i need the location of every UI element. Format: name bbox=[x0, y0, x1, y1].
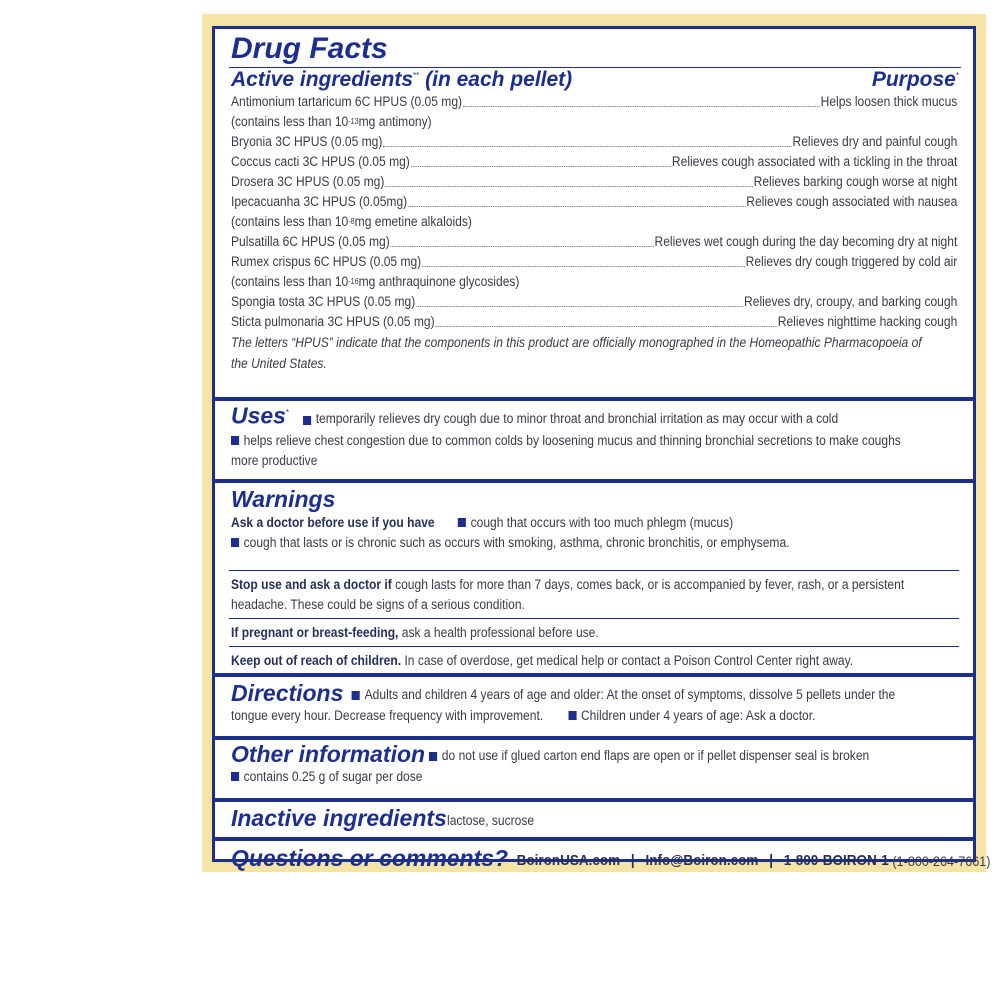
questions-heading: Questions or comments? bbox=[231, 845, 509, 871]
uses-item: helps relieve chest congestion due to common colds by loosening mucus and thinning bronchial secretions to make coughs bbox=[243, 433, 901, 448]
ingredient-purpose: Relieves cough associated with a tickling in the throat bbox=[671, 154, 958, 169]
inactive-heading: Inactive ingredients bbox=[231, 805, 447, 831]
bullet-icon bbox=[458, 518, 466, 527]
other-info-section: Other information do not use if glued carton end flaps are open or if pellet dispenser seal is broken contains 0.25 g of sugar per dose bbox=[231, 741, 870, 784]
divider bbox=[229, 618, 959, 619]
bullet-icon bbox=[568, 711, 576, 720]
ingredient-name: Spongia tosta 3C HPUS (0.05 mg) bbox=[231, 294, 416, 309]
ingredient-row bbox=[231, 92, 957, 112]
hpus-footnote: The letters “HPUS” indicate that the components in this product are officially monographed in the Homeopathic Pharmacopoeia of the United States. bbox=[231, 335, 922, 371]
dot-leader bbox=[436, 326, 777, 327]
ingredient-note: (contains less than 10 -16 mg anthraquinone glycosides) bbox=[231, 274, 520, 289]
stop-use-block: Stop use and ask a doctor if cough lasts for more than 7 days, comes back, or is accompanied by fever, rash, or a persistent headache. These could be signs of a serious condition. bbox=[231, 577, 905, 612]
divider bbox=[229, 570, 959, 571]
ingredient-name: Coccus cacti 3C HPUS (0.05 mg) bbox=[231, 154, 410, 169]
active-header: Active ingredients** (in each pellet) Purpose* bbox=[231, 68, 959, 91]
questions-section: Questions or comments? BoironUSA.com | Info@Boiron.com | 1-800-BOIRON-1 (1-800-264-7661) bbox=[231, 845, 991, 871]
active-ingredients-section bbox=[215, 31, 973, 374]
dot-leader bbox=[391, 246, 654, 247]
bullet-icon bbox=[231, 436, 239, 445]
ingredient-row bbox=[231, 232, 957, 252]
ingredient-purpose: Relieves dry, croupy, and barking cough bbox=[744, 294, 958, 309]
ingredient-note: (contains less than 10 -8 mg emetine alkaloids) bbox=[231, 214, 472, 229]
divider bbox=[215, 479, 973, 483]
active-heading-note: (in each pellet) bbox=[425, 68, 573, 91]
warnings-heading: Warnings bbox=[231, 486, 336, 512]
ingredient-row bbox=[231, 152, 957, 172]
ingredient-purpose: Relieves cough associated with nausea bbox=[746, 194, 958, 209]
ingredient-purpose: Relieves dry and painful cough bbox=[792, 134, 958, 149]
label-frame bbox=[202, 14, 991, 872]
ingredient-name: Bryonia 3C HPUS (0.05 mg) bbox=[231, 134, 383, 149]
ingredient-purpose: Helps loosen thick mucus bbox=[820, 94, 958, 109]
bullet-icon bbox=[231, 538, 239, 547]
uses-section: Uses* temporarily relieves dry cough due to minor throat and bronchial irritation as may occur with a cold helps relieve chest congestion due to common colds by loosening mucus and thinning bronchial secretions to make coughs more productive bbox=[231, 403, 901, 468]
ingredient-name: Drosera 3C HPUS (0.05 mg) bbox=[231, 174, 385, 189]
divider bbox=[215, 673, 973, 677]
bullet-icon bbox=[303, 416, 311, 425]
page-title: Drug Facts bbox=[231, 32, 388, 65]
inactive-section: Inactive ingredients lactose, sucrose bbox=[231, 805, 535, 831]
ingredient-name: Antimonium tartaricum 6C HPUS (0.05 mg) bbox=[231, 94, 463, 109]
uses-item: temporarily relieves dry cough due to minor throat and bronchial irritation as may occur with a cold bbox=[315, 411, 839, 426]
dot-leader bbox=[383, 146, 791, 147]
divider bbox=[215, 397, 973, 401]
pregnancy-block: If pregnant or breast-feeding, ask a health professional before use. bbox=[231, 625, 599, 640]
keep-out-block: Keep out of reach of children. In case of overdose, get medical help or contact a Poison Control Center right away. bbox=[231, 653, 854, 668]
ingredient-purpose: Relieves nighttime hacking cough bbox=[777, 314, 958, 329]
email-link[interactable]: Info@Boiron.com bbox=[645, 852, 759, 869]
ingredient-row bbox=[231, 312, 957, 332]
drug-facts-panel bbox=[212, 26, 991, 871]
ingredient-purpose: Relieves barking cough worse at night bbox=[753, 174, 958, 189]
ingredient-purpose: Relieves dry cough triggered by cold air bbox=[745, 254, 958, 269]
website-link[interactable]: BoironUSA.com bbox=[516, 852, 621, 869]
ingredient-note: (contains less than 10 -13 mg antimony) bbox=[231, 114, 432, 129]
dot-leader bbox=[422, 266, 745, 267]
divider bbox=[215, 798, 973, 802]
ingredient-name: Pulsatilla 6C HPUS (0.05 mg) bbox=[231, 234, 390, 249]
dot-leader bbox=[385, 186, 752, 187]
ask-doctor-label: Ask a doctor before use if you have bbox=[231, 515, 435, 530]
directions-section: Directions Adults and children 4 years of age and older: At the onset of symptoms, dissolve 5 pellets under the tongue every hour. Decrease frequency with improvement. Children under 4 years of age: Ask a doctor. bbox=[231, 680, 896, 723]
ingredient-row bbox=[231, 132, 957, 152]
divider bbox=[215, 736, 973, 740]
ingredients-list bbox=[231, 92, 957, 332]
ingredient-row bbox=[231, 172, 957, 192]
bullet-icon bbox=[231, 772, 239, 781]
purpose-heading: Purpose bbox=[871, 68, 956, 91]
phone-number: (1-800-264-7661) bbox=[892, 853, 991, 869]
ingredient-name: Sticta pulmonaria 3C HPUS (0.05 mg) bbox=[231, 314, 435, 329]
directions-heading: Directions bbox=[231, 680, 344, 706]
bullet-icon bbox=[429, 752, 437, 761]
uses-heading: Uses bbox=[231, 403, 286, 429]
ingredient-purpose: Relieves wet cough during the day becoming dry at night bbox=[654, 234, 958, 249]
dot-leader bbox=[411, 166, 671, 167]
ingredient-row bbox=[231, 252, 957, 272]
phone-link[interactable]: 1-800-BOIRON-1 bbox=[783, 852, 889, 869]
bullet-icon bbox=[352, 691, 360, 700]
dot-leader bbox=[416, 306, 743, 307]
ingredient-row bbox=[231, 292, 957, 312]
active-heading: Active ingredients bbox=[231, 68, 414, 91]
ingredient-name: Rumex crispus 6C HPUS (0.05 mg) bbox=[231, 254, 422, 269]
ingredient-row bbox=[231, 192, 957, 212]
other-info-heading: Other information bbox=[231, 741, 426, 767]
divider bbox=[215, 837, 973, 841]
dot-leader bbox=[408, 206, 745, 207]
divider bbox=[229, 646, 959, 647]
warnings-section: Warnings Ask a doctor before use if you have cough that occurs with too much phlegm (mucus) cough that lasts or is chronic such as occurs with smoking, asthma, chronic bronchitis, or emphysema. bbox=[215, 485, 973, 553]
dot-leader bbox=[463, 106, 820, 107]
ingredient-name: Ipecacuanha 3C HPUS (0.05mg) bbox=[231, 194, 408, 209]
